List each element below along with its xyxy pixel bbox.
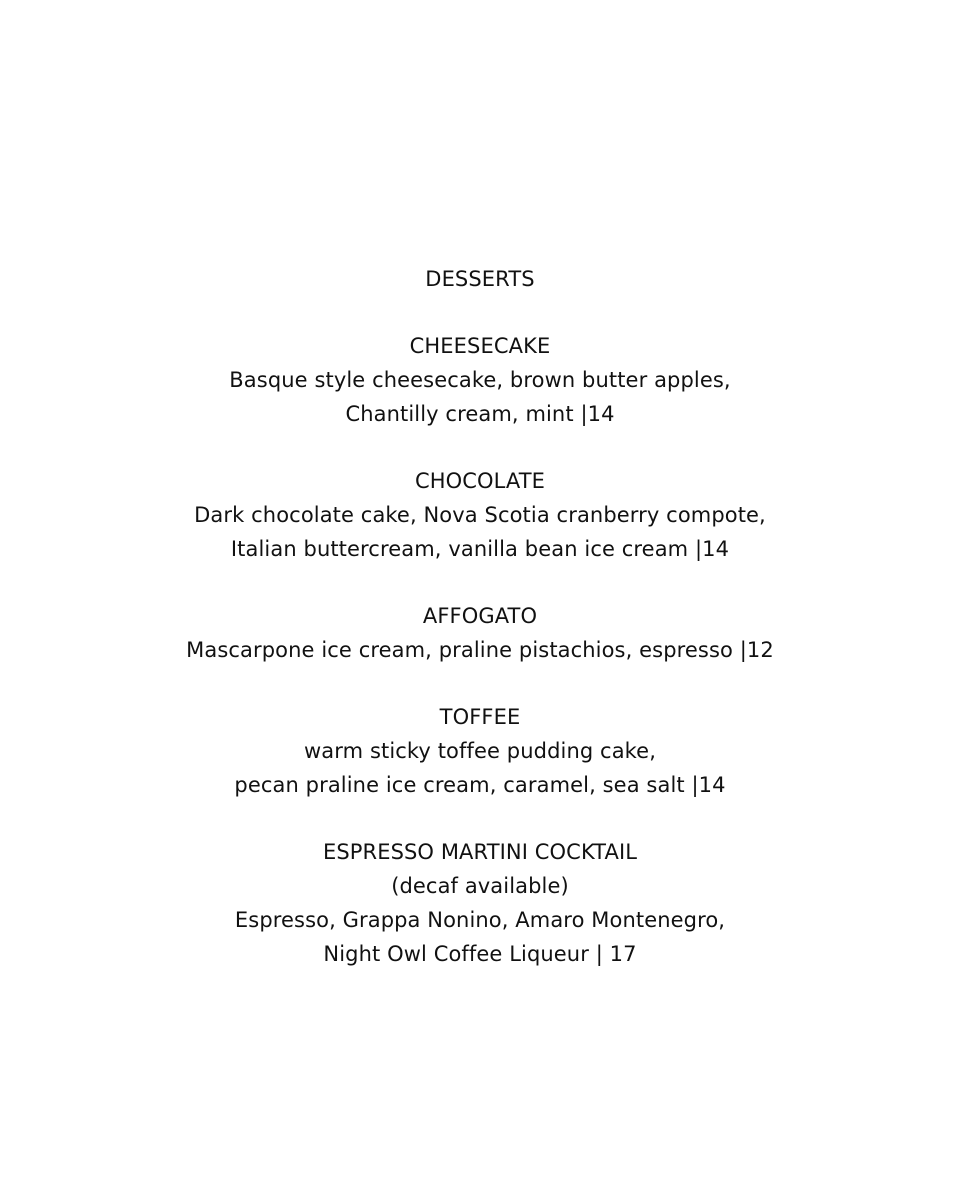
item-description: Basque style cheesecake, brown butter apples, xyxy=(229,368,731,392)
menu-title: DESSERTS xyxy=(425,267,535,291)
item-description: Chantilly cream, mint |14 xyxy=(345,402,615,426)
dessert-menu xyxy=(0,262,960,971)
item-description: warm sticky toffee pudding cake, xyxy=(304,739,656,763)
item-description: Night Owl Coffee Liqueur | 17 xyxy=(323,942,637,966)
menu-item-chocolate xyxy=(0,464,960,566)
item-name: CHOCOLATE xyxy=(414,469,546,493)
menu-item-cheesecake xyxy=(0,329,960,431)
item-name: CHEESECAKE xyxy=(409,334,551,358)
item-description: Italian buttercream, vanilla bean ice cream |14 xyxy=(230,537,730,561)
item-description: pecan praline ice cream, caramel, sea salt |14 xyxy=(234,773,726,797)
item-note: (decaf available) xyxy=(391,874,569,898)
item-name: TOFFEE xyxy=(439,705,521,729)
menu-item-toffee xyxy=(0,700,960,802)
item-description: Dark chocolate cake, Nova Scotia cranberry compote, xyxy=(194,503,766,527)
item-name: ESPRESSO MARTINI COCKTAIL xyxy=(322,840,638,864)
menu-item-espresso-martini xyxy=(0,835,960,971)
menu-item-affogato xyxy=(0,599,960,667)
item-description: Espresso, Grappa Nonino, Amaro Montenegro, xyxy=(234,908,726,932)
item-name: AFFOGATO xyxy=(422,604,538,628)
item-description: Mascarpone ice cream, praline pistachios, espresso |12 xyxy=(186,638,774,662)
